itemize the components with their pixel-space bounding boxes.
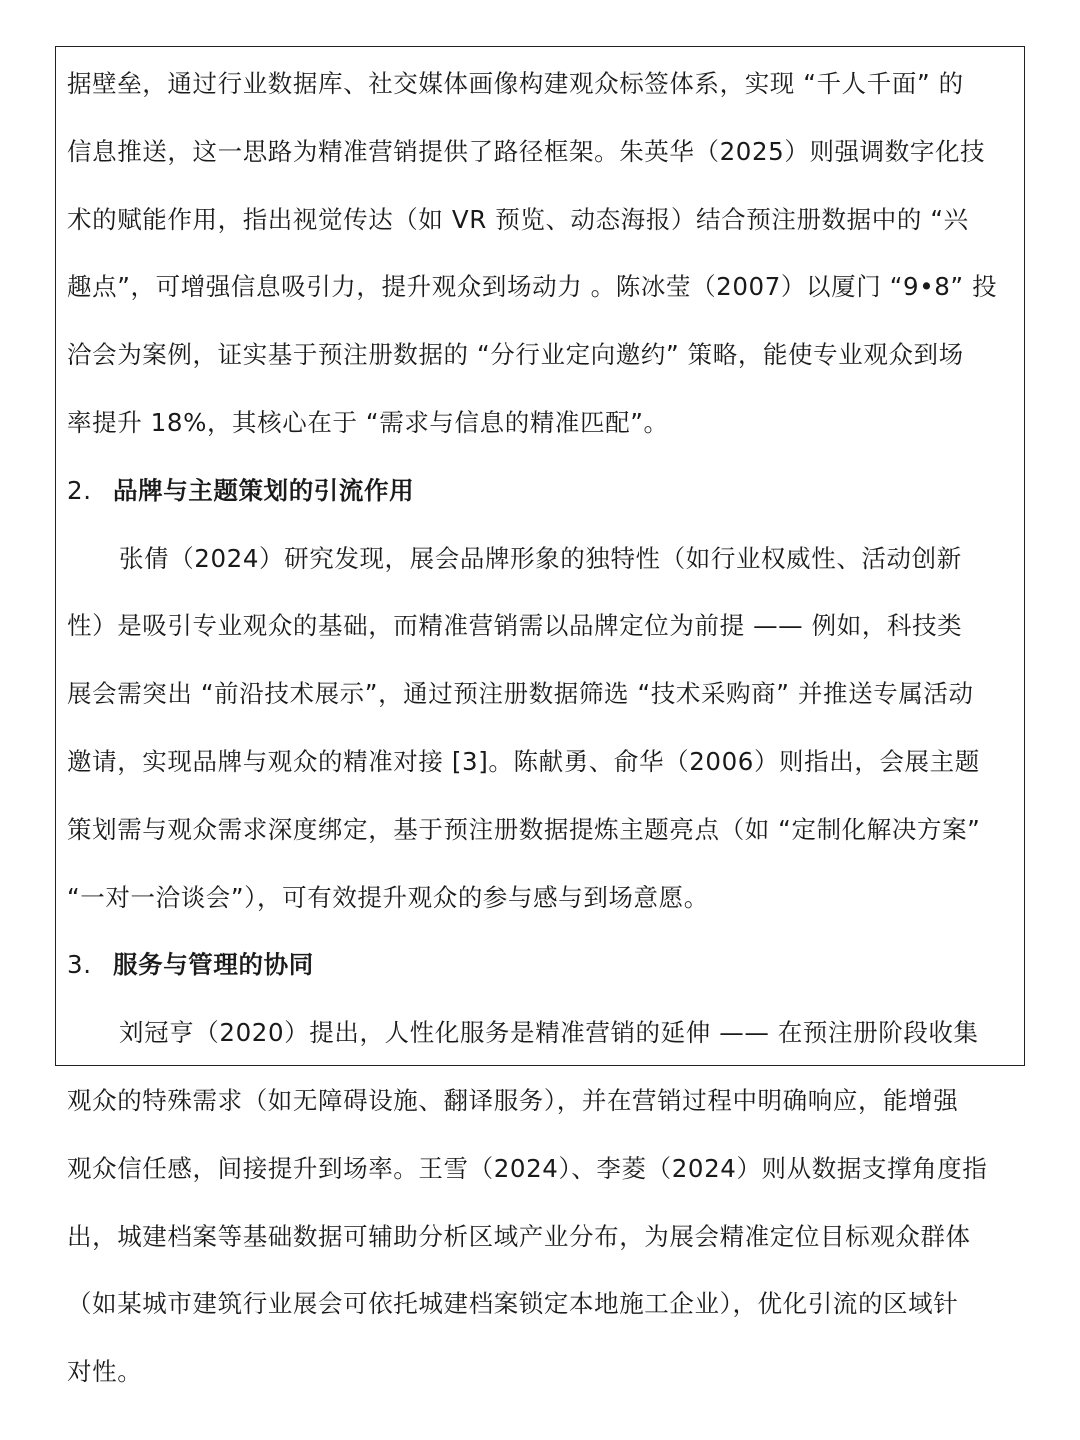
text-line: 出，城建档案等基础数据可辅助分析区域产业分布，为展会精准定位目标观众群体 [67, 1221, 971, 1251]
text-line: 信息推送，这一思路为精准营销提供了路径框架。朱英华（2025）则强调数字化技 [67, 136, 986, 166]
text-line: （如某城市建筑行业展会可依托城建档案锁定本地施工企业），优化引流的区域针 [67, 1289, 959, 1319]
paragraph-1 [67, 50, 1013, 457]
section-number: 2. [67, 475, 92, 505]
text-line: 性）是吸引专业观众的基础，而精准营销需以品牌定位为前提 —— 例如，科技类 [67, 611, 963, 641]
text-line: 邀请，实现品牌与观众的精准对接 [3]。陈献勇、俞华（2006）则指出，会展主题 [67, 746, 980, 776]
section-title: 品牌与主题策划的引流作用 [113, 475, 415, 505]
text-line: 洽会为案例，证实基于预注册数据的 “分行业定向邀约” 策略，能使专业观众到场 [67, 340, 964, 370]
text-line: 术的赋能作用，指出视觉传达（如 VR 预览、动态海报）结合预注册数据中的 “兴 [67, 204, 969, 234]
section-title: 服务与管理的协同 [113, 950, 314, 980]
text-line: 展会需突出 “前沿技术展示”，通过预注册数据筛选 “技术采购商” 并推送专属活动 [67, 679, 974, 709]
text-line: 观众信任感，间接提升到场率。王雪（2024）、李菱（2024）则从数据支撑角度指 [67, 1153, 988, 1183]
section-number: 3. [67, 950, 92, 980]
text-line: “一对一洽谈会”），可有效提升观众的参与感与到场意愿。 [67, 882, 709, 912]
section-2-paragraph [67, 525, 1013, 932]
text-line: 观众的特殊需求（如无障碍设施、翻译服务），并在营销过程中明确响应，能增强 [67, 1085, 959, 1115]
text-line: 趣点”，可增强信息吸引力，提升观众到场动力 。陈冰莹（2007）以厦门 “9•8” 投 [67, 272, 998, 302]
section-2-heading [67, 457, 1013, 525]
section-3-heading [67, 931, 1013, 999]
text-line: 策划需与观众需求深度绑定，基于预注册数据提炼主题亮点（如 “定制化解决方案” [67, 814, 981, 844]
section-3-paragraph [67, 999, 1013, 1406]
text-line: 刘冠亨（2020）提出，人性化服务是精准营销的延伸 —— 在预注册阶段收集 [119, 1018, 979, 1048]
text-line: 率提升 18%，其核心在于 “需求与信息的精准匹配”。 [67, 407, 669, 437]
text-line: 据壁垒，通过行业数据库、社交媒体画像构建观众标签体系，实现 “千人千面” 的 [67, 69, 964, 98]
text-line: 张倩（2024）研究发现，展会品牌形象的独特性（如行业权威性、活动创新 [119, 543, 962, 573]
text-line: 对性。 [67, 1357, 143, 1387]
document-body [67, 50, 1013, 1406]
